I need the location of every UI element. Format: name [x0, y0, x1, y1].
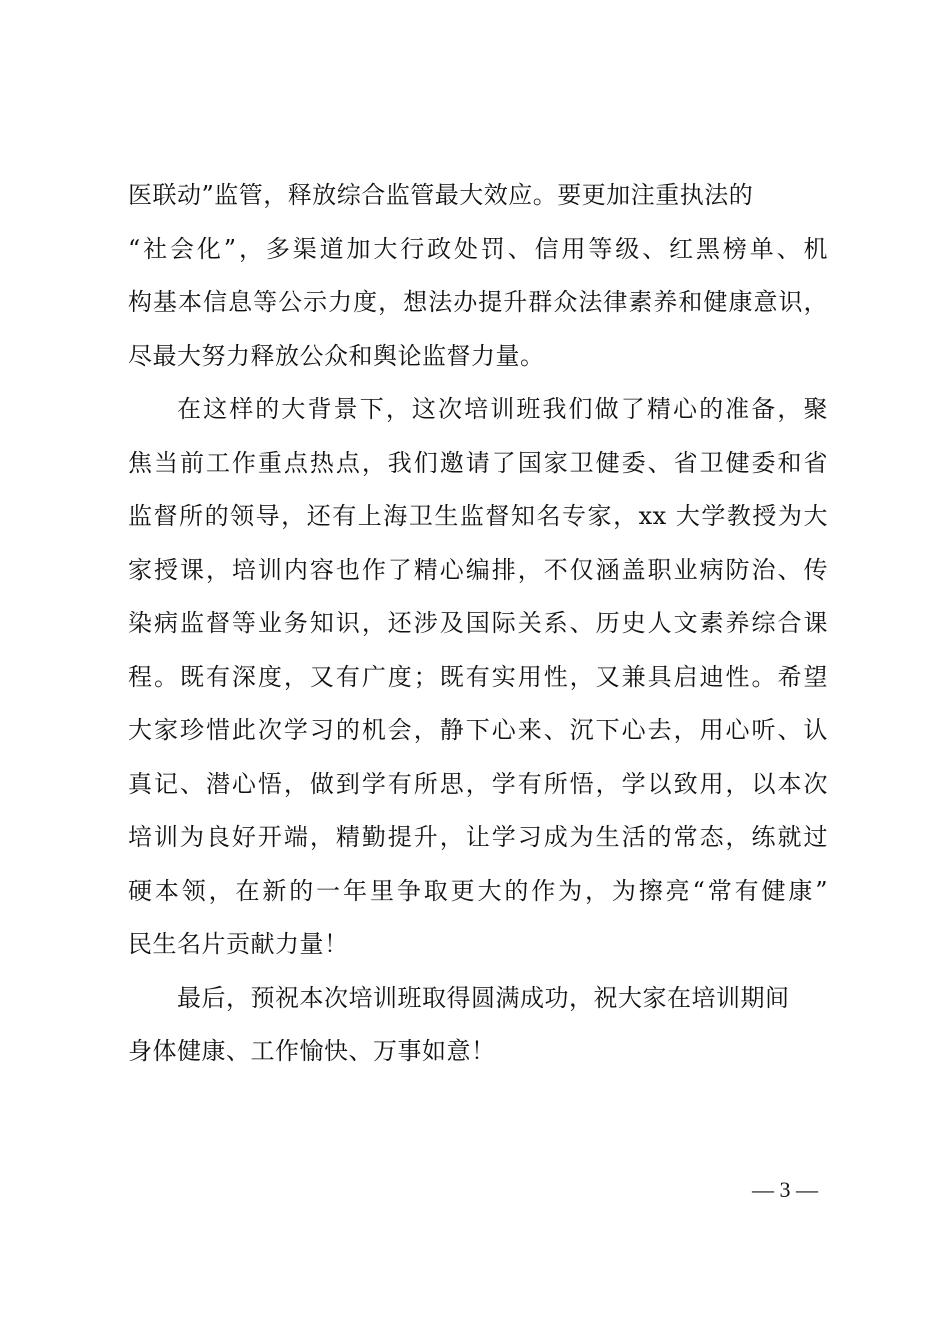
text-line: “社会化”，多渠道加大行政处罚、信用等级、红黑榜单、机 [128, 234, 828, 263]
text-line: 焦当前工作重点热点，我们邀请了国家卫健委、省卫健委和省 [128, 448, 828, 477]
text-line: 民生名片贡献力量！ [128, 930, 349, 958]
paragraph [128, 383, 828, 972]
text-line: 尽最大努力释放公众和舆论监督力量。 [128, 341, 545, 370]
text-line: 程。既有深度，又有广度；既有实用性，又兼具启迪性。希望 [128, 662, 828, 691]
paragraph [128, 972, 828, 1079]
text-line: 在这样的大背景下，这次培训班我们做了精心的准备，聚 [177, 395, 828, 423]
text-line: 培训为良好开端，精勤提升，让学习成为生活的常态，练就过 [128, 823, 828, 851]
text-line: 监督所的领导，还有上海卫生监督知名专家，xx 大学教授为大 [128, 502, 828, 530]
paragraph [128, 169, 828, 383]
text-line: 构基本信息等公示力度，想法办提升群众法律素养和健康意识， [128, 288, 828, 316]
text-line: 最后，预祝本次培训班取得圆满成功，祝大家在培训期间 [177, 983, 790, 1012]
text-line: 家授课，培训内容也作了精心编排，不仅涵盖职业病防治、传 [128, 555, 828, 584]
text-line: 真记、潜心悟，做到学有所思，学有所悟，学以致用，以本次 [128, 769, 828, 798]
text-line: 染病监督等业务知识，还涉及国际关系、历史人文素养综合课 [128, 609, 828, 637]
text-line: 身体健康、工作愉快、万事如意！ [128, 1037, 496, 1065]
text-line: 大家珍惜此次学习的机会，静下心来、沉下心去，用心听、认 [128, 716, 828, 744]
text-line: 医联动”监管，释放综合监管最大效应。要更加注重执法的 [128, 181, 754, 209]
text-line: 硬本领，在新的一年里争取更大的作为，为擦亮“常有健康” [128, 876, 828, 905]
page-number: — 3 — [752, 1177, 818, 1202]
body-text [128, 169, 828, 1079]
